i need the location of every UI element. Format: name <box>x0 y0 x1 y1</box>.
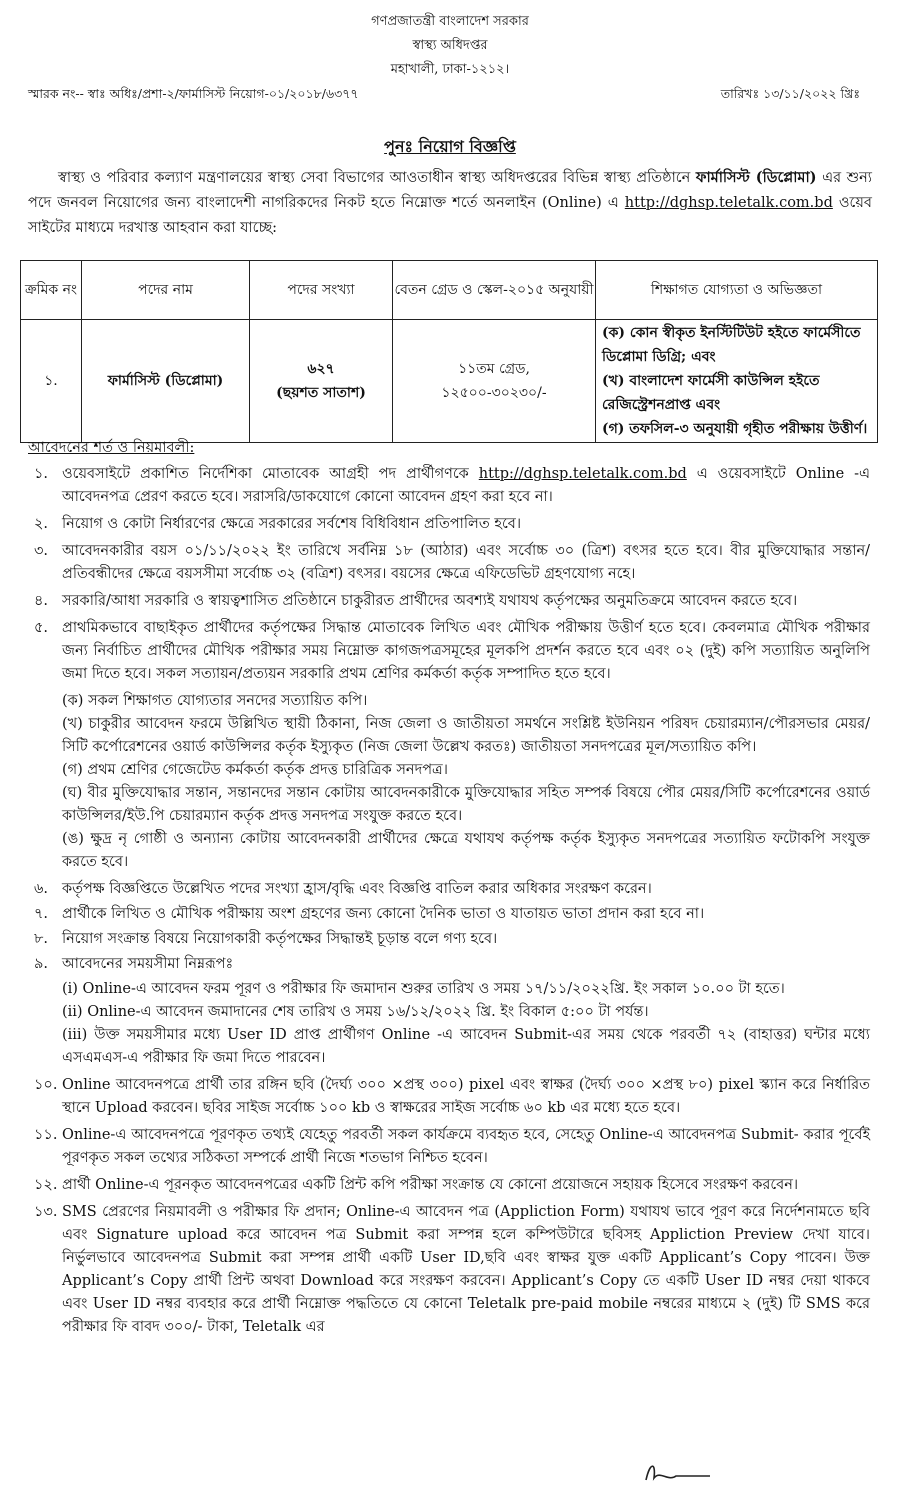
table-row <box>21 320 878 443</box>
table-header-row <box>21 261 878 320</box>
list-item: ৩. আবেদনকারীর বয়স ০১/১১/২০২২ ইং তারিখে সর্বনিম্ন ১৮ (আঠার) এবং সর্বোচ্চ ৩০ (ত্রিশ) বৎসর হতে হবে। বীর মুক্তিযোদ্ধার সন্তান/ প্রতিবন্ধীদের ক্ষেত্রে বয়সসীমা সর্বোচ্চ ৩২ (বত্রিশ) বৎসর। বয়সের ক্ষেত্রে এফিডেভিট গ্রহণযোগ্য নহে। <box>34 543 870 582</box>
list-item: ৭. প্রার্থীকে লিখিত ও মৌখিক পরীক্ষায় অংশ গ্রহণের জন্য কোনো দৈনিক ভাতা ও যাতায়ত ভাতা প্রদান করা হবে না। <box>34 906 705 922</box>
th-count: পদের সংখ্যা <box>250 261 393 320</box>
list-item: ৬. কর্তৃপক্ষ বিজ্ঞপ্তিতে উল্লেখিত পদের সংখ্যা হ্রাস/বৃদ্ধি এবং বিজ্ঞপ্তি বাতিল করার অধিকার সংরক্ষণ করেন। <box>34 881 652 897</box>
list-item: ৮. নিয়োগ সংক্রান্ত বিষয়ে নিয়োগকারী কর্তৃপক্ষের সিদ্ধান্তই চূড়ান্ত বলে গণ্য হবে। <box>34 931 498 947</box>
sub-item: (ii) Online-এ আবেদন জমাদানের শেষ তারিখ ও সময় ১৬/১২/২০২২ খ্রি. ইং বিকাল ৫:০০ টা পর্যন্ত। <box>62 1004 649 1020</box>
list-item: ৫. প্রাথমিকভাবে বাছাইকৃত প্রার্থীদের কর্তৃপক্ষের সিদ্ধান্ত মোতাবেক লিখিত এবং মৌখিক পরীক্ষায় উত্তীর্ণ হতে হবে। কেবলমাত্র মৌখিক পরীক্ষার জন্য নির্বাচিত প্রার্থীদের মৌখিক পরীক্ষার সময় নিম্নোক্ত কাগজপত্রসমূহের মূলকপি প্রদর্শন করতে হবে এবং ০২ (দুই) কপি সত্যায়িত অনুলিপি জমা দিতে হবে। সকল সত্যায়ন/প্রত্যয়ন সরকারি প্রথম শ্রেণির কর্মকর্তা কর্তৃক সম্পাদিত হতে হবে। <box>34 620 870 682</box>
intro-website-link[interactable]: http://dghsp.teletalk.com.bd <box>624 195 833 211</box>
list-item: ২. নিয়োগ ও কোটা নির্ধারণের ক্ষেত্রে সরকারের সর্বশেষ বিধিবিধান প্রতিপালিত হবে। <box>34 516 522 532</box>
cell-grade: ১১তম গ্রেড, ১২৫০০-৩০২৩০/- <box>393 320 596 443</box>
intro-paragraph: স্বাস্থ্য ও পরিবার কল্যাণ মন্ত্রণালয়ের স্বাস্থ্য সেবা বিভাগের আওতাধীন স্বাস্থ্য অধিদপ্তরের বিভিন্ন স্বাস্থ্য প্রতিষ্ঠানে ফার্মাসিস্ট (ডিপ্লোমা) এর শুন্য পদে জনবল নিয়োগের জন্য বাংলাদেশী নাগরিকদের নিকট হতে নিম্নোক্ত শর্তে অনলাইন (Online) এ http://dghsp.teletalk.com.bd ওয়েব সাইটের মাধ্যমে দরখাস্ত আহবান করা যাচ্ছে: <box>28 169 872 236</box>
vacancy-table <box>20 260 878 443</box>
cell-count: ৬২৭ (ছয়শত সাতাশ) <box>250 320 393 443</box>
th-post: পদের নাম <box>82 261 250 320</box>
sub-item: (ঘ) বীর মুক্তিযোদ্ধার সন্তান, সন্তানদের সন্তান কোটায় আবেদনকারীকে মুক্তিযোদ্ধার সহিত সম্পর্ক বিষয়ে পৌর মেয়র/সিটি কর্পোরেশনের ওয়ার্ড কাউন্সিলর/ইউ.পি চেয়ারম্যান কর্তৃক প্রদত্ত সনদপত্র সংযুক্ত করতে হবে। <box>62 785 870 824</box>
sub-item: (ঙ) ক্ষুদ্র নৃ গোষ্ঠী ও অন্যান্য কোটায় আবেদনকারী প্রার্থীদের ক্ষেত্রে যথাযথ কর্তৃপক্ষ কর্তৃক ইস্যুকৃত সনদপত্রের সত্যায়িত ফটোকপি সংযুক্ত করতে হবে। <box>62 831 870 870</box>
sub-item: (i) Online-এ আবেদন ফরম পূরণ ও পরীক্ষার ফি জমাদান শুরুর তারিখ ও সময় ১৭/১১/২০২২খ্রি. ইং সকাল ১০.০০ টা হতে। <box>62 981 785 997</box>
office-address: মহাখালী, ঢাকা-১২১২। <box>390 62 510 77</box>
list-item: ১০. Online আবেদনপত্রে প্রার্থী তার রঙ্গিন ছবি (দৈর্ঘ্য ৩০০ ×প্রস্থ ৩০০) pixel এবং স্বাক্ষর (দৈর্ঘ্য ৩০০ ×প্রস্থ ৮০) pixel স্ক্যান করে নির্ধারিত স্থানে Upload করবেন। ছবির সাইজ সর্বোচ্চ ১০০ kb ও স্বাক্ষরের সাইজ সর্বোচ্চ ৬০ kb এর মধ্যে হতে হবে। <box>34 1077 870 1116</box>
conditions-heading: আবেদনের শর্ত ও নিয়মাবলী: <box>28 440 195 456</box>
list-item: ১১. Online-এ আবেদনপত্রে পূরণকৃত তথ্যই যেহেতু পরবর্তী সকল কার্যক্রমে ব্যবহৃত হবে, সেহেতু Online-এ আবেদনপত্র Submit- করার পূর্বেই পূরণকৃত সকল তথ্যের সঠিকতা সম্পর্কে প্রার্থী নিজে শতভাগ নিশ্চিত হবেন। <box>34 1127 870 1166</box>
cell-qualification: (ক) কোন স্বীকৃত ইনস্টিটিউট হইতে ফার্মেসীতে ডিপ্লোমা ডিগ্রি; এবং (খ) বাংলাদেশ ফার্মেসী কাউন্সিল হইতে রেজিস্ট্রেশনপ্রাপ্ত এবং (গ) তফসিল-৩ অনুযায়ী গৃহীত পরীক্ষায় উত্তীর্ণ। <box>596 320 878 443</box>
list-item: ৪. সরকারি/আধা সরকারি ও স্বায়ত্বশাসিত প্রতিষ্ঠানে চাকুরীরত প্রার্থীদের অবশ্যই যথাযথ কর্তৃপক্ষের অনুমতিক্রমে আবেদন করতে হবে। <box>34 593 798 609</box>
cell-post: ফার্মাসিস্ট (ডিপ্লোমা) <box>82 320 250 443</box>
apply-website-link[interactable]: http://dghsp.teletalk.com.bd <box>478 466 687 482</box>
th-qualification: শিক্ষাগত যোগ্যতা ও অভিজ্ঞতা <box>596 261 878 320</box>
memo-number: স্মারক নং-- স্বাঃ অধিঃ/প্রশা-২/ফার্মাসিস্ট নিয়োগ-০১/২০১৮/৬৩৭৭ <box>28 86 359 101</box>
list-item: ১. ওয়েবসাইটে প্রকাশিত নির্দেশিকা মোতাবেক আগ্রহী পদ প্রার্থীগণকে http://dghsp.teletalk.com.bd এ ওয়েবসাইটে Online -এ আবেদনপত্র প্রেরণ করতে হবে। সরাসরি/ডাকযোগে কোনো আবেদন গ্রহণ করা হবে না। <box>34 466 871 505</box>
intro-post-name: ফার্মাসিস্ট (ডিপ্লোমা) <box>695 169 817 186</box>
list-item: ৯. আবেদনের সময়সীমা নিম্নরূপঃ <box>34 956 234 972</box>
directorate-name: স্বাস্থ্য অধিদপ্তর <box>412 38 488 53</box>
th-serial: ক্রমিক নং <box>21 261 82 320</box>
conditions-list <box>0 463 900 1339</box>
sub-item: (ক) সকল শিক্ষাগত যোগ্যতার সনদের সত্যায়িত কপি। <box>62 693 368 709</box>
signature-mark <box>640 1458 720 1486</box>
notice-date: তারিখঃ ১৩/১১/২০২২ খ্রিঃ <box>720 86 860 101</box>
sub-item: (গ) প্রথম শ্রেণির গেজেটেড কর্মকর্তা কর্তৃক প্রদত্ত চারিত্রিক সনদপত্র। <box>62 762 448 778</box>
list-item: ১৩. SMS প্রেরণের নিয়মাবলী ও পরীক্ষার ফি প্রদান; Online-এ আবেদন পত্র (Appliction Form) যথাযথ ভাবে পূরণ করে নির্দেশনামতে ছবি এবং Signature upload করে আবেদন পত্র Submit করা সম্পন্ন হলে কম্পিউটারে ছবিসহ Appliction Preview দেখা যাবে। নির্ভুলভাবে আবেদনপত্র Submit করা সম্পন্ন প্রার্থী একটি User ID,ছবি এবং স্বাক্ষর যুক্ত একটি Applicant’s Copy পাবেন। উক্ত Applicant’s Copy প্রার্থী প্রিন্ট অথবা Download করে সংরক্ষণ করবেন। Applicant’s Copy তে একটি User ID নম্বর দেয়া থাকবে এবং User ID নম্বর ব্যবহার করে প্রার্থী নিম্নোক্ত পদ্ধতিতে যে কোনো Teletalk pre-paid mobile নম্বরের মাধ্যমে ২ (দুই) টি SMS করে পরীক্ষার ফি বাবদ ৩০০/- টাকা, Teletalk এর <box>34 1204 870 1335</box>
sub-item: (খ) চাকুরীর আবেদন ফরমে উল্লিখিত স্থায়ী ঠিকানা, নিজ জেলা ও জাতীয়তা সমর্থনে সংশ্লিষ্ট ইউনিয়ন পরিষদ চেয়ারম্যান/পৌরসভার মেয়র/সিটি কর্পোরেশনের ওয়ার্ড কাউন্সিলর কর্তৃক ইস্যুকৃত (নিজ জেলা উল্লেখ করতঃ) জাতীয়তা সনদপত্রের মূল/সত্যায়িত কপি। <box>62 716 870 755</box>
govt-name: গণপ্রজাতন্ত্রী বাংলাদেশ সরকার <box>371 14 529 29</box>
list-item: ১২. প্রার্থী Online-এ পূরনকৃত আবেদনপত্রের একটি প্রিন্ট কপি পরীক্ষা সংক্রান্ত যে কোনো প্রয়োজনে সহায়ক হিসেবে সংরক্ষণ করবেন। <box>34 1177 799 1193</box>
th-grade: বেতন গ্রেড ও স্কেল-২০১৫ অনুযায়ী <box>393 261 596 320</box>
sub-item: (iii) উক্ত সময়সীমার মধ্যে User ID প্রাপ্ত প্রার্থীগণ Online -এ আবেদন Submit-এর সময় থেকে পরবর্তী ৭২ (বাহাত্তর) ঘন্টার মধ্যে এসএমএস-এ পরীক্ষার ফি জমা দিতে পারবেন। <box>62 1027 870 1066</box>
page-title: পুনঃ নিয়োগ বিজ্ঞপ্তি <box>384 137 516 156</box>
cell-serial: ১. <box>21 320 82 443</box>
